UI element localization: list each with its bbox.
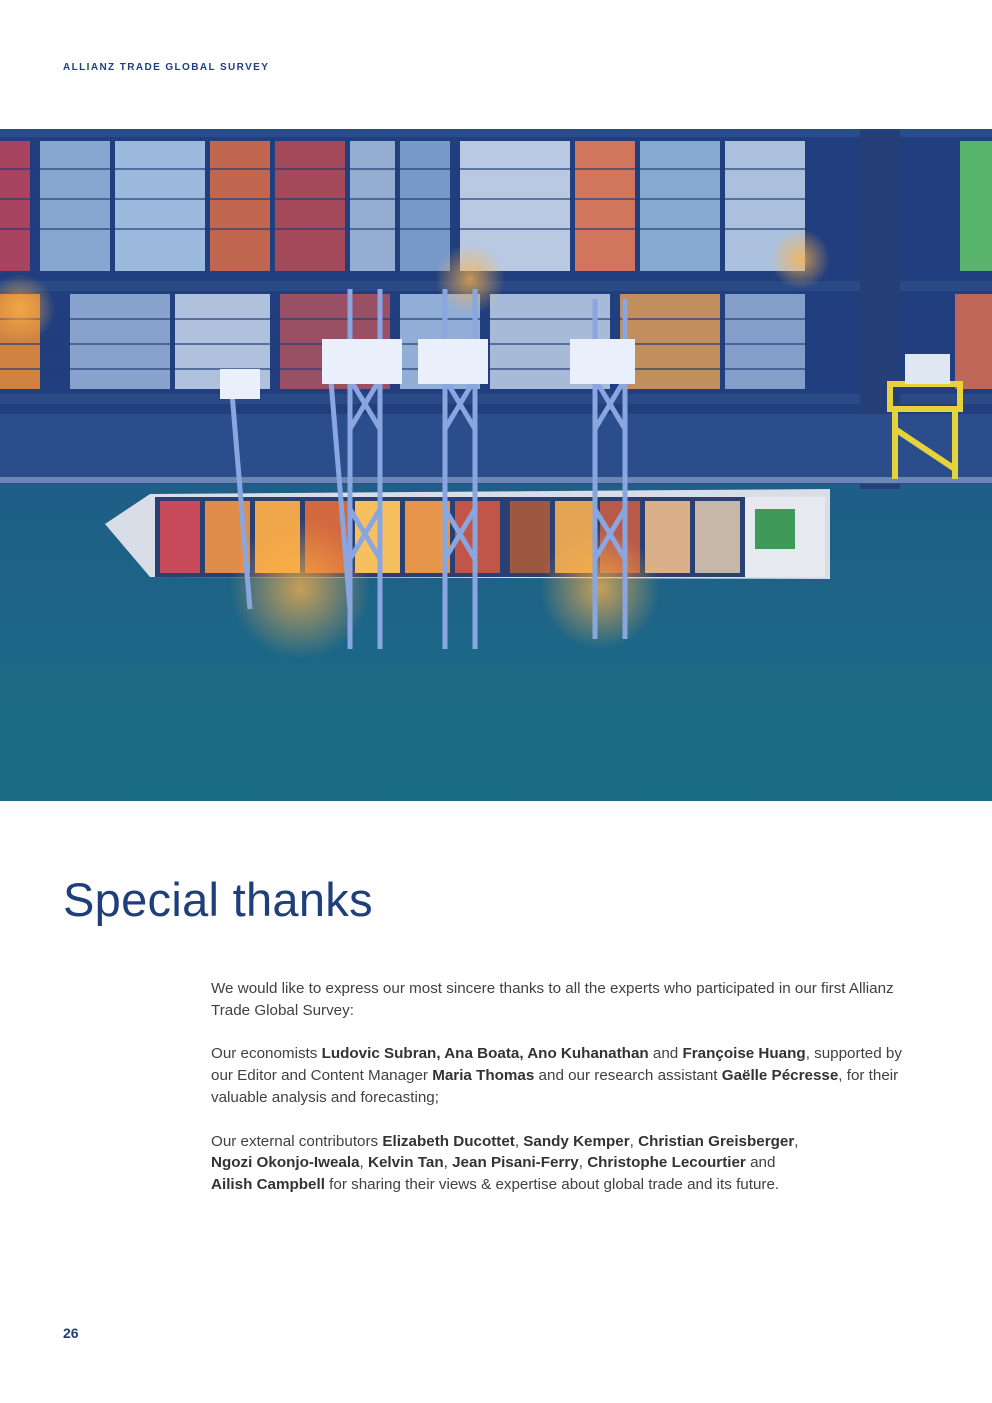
person-name: Maria Thomas xyxy=(432,1067,535,1085)
contributors-paragraph: Our external contributors Elizabeth Ducottet, Sandy Kemper, Christian Greisberger, Ngozi Okonjo-Iweala, Kelvin Tan, Jean Pisani-Ferry, Christophe Lecourtier and Ailish Campbell for sharing their views & expertise about global trade and its future. xyxy=(211,1132,799,1194)
person-name: Jean Pisani-Ferry xyxy=(452,1154,579,1172)
person-name: Christian Greisberger xyxy=(638,1132,795,1150)
person-name: Françoise Huang xyxy=(682,1045,806,1063)
person-name: Ailish Campbell xyxy=(211,1176,325,1194)
page-number: 26 xyxy=(63,1325,79,1341)
person-name: Ngozi Okonjo-Iweala xyxy=(211,1154,360,1172)
acknowledgements-body xyxy=(211,978,911,1218)
running-header: ALLIANZ TRADE GLOBAL SURVEY xyxy=(63,62,270,73)
economists-paragraph: Our economists Ludovic Subran, Ana Boata, Ano Kuhanathan and Françoise Huang, supported by our Editor and Content Manager Maria Thomas and our research assistant Gaëlle Pécresse, for their valuable analysis and forecasting; xyxy=(211,1045,902,1106)
hero-image xyxy=(0,129,992,801)
person-name: Elizabeth Ducottet xyxy=(382,1132,515,1150)
person-name: Sandy Kemper xyxy=(523,1132,630,1150)
person-name: Kelvin Tan xyxy=(367,1154,444,1172)
intro-paragraph: We would like to express our most sincere thanks to all the experts who participated in our first Allianz Trade Global Survey: xyxy=(211,980,894,1019)
person-name: Christophe Lecourtier xyxy=(587,1154,746,1172)
page-title: Special thanks xyxy=(63,873,373,926)
person-name: Gaëlle Pécresse xyxy=(721,1067,839,1085)
person-name: Ludovic Subran, Ana Boata, Ano Kuhanathan xyxy=(321,1045,649,1063)
